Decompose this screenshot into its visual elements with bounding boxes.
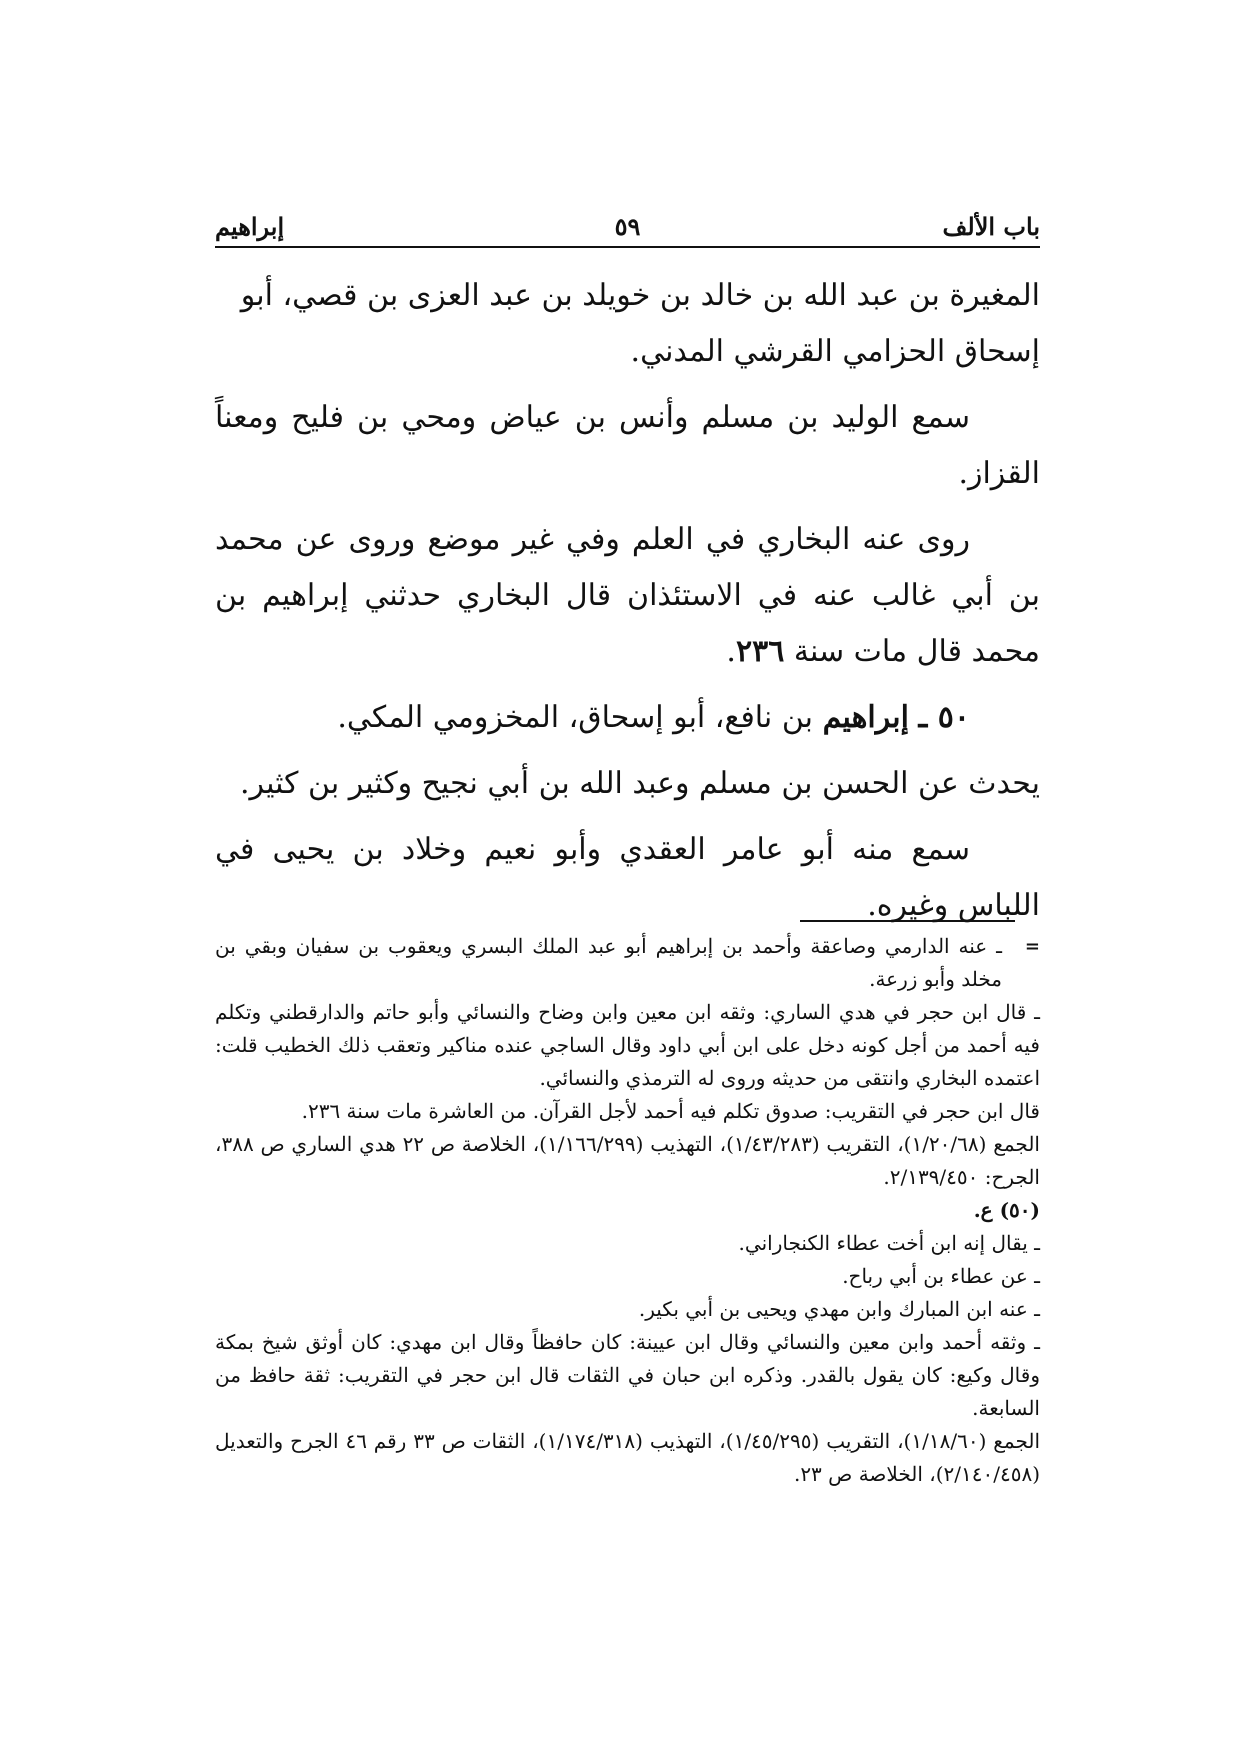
- footnote-students: ـ عنه الدارمي وصاعقة وأحمد بن إبراهيم أبو عبد الملك البسري ويعقوب بن سفيان وبقي بن مخلد وأبو زرعة.: [215, 934, 1002, 991]
- entry-number: ٥٠ ـ: [918, 700, 970, 735]
- header-rule: [215, 246, 1040, 248]
- footnote-students-2: ـ عنه ابن المبارك وابن مهدي ويحيى بن أبي بكير.: [638, 1297, 1040, 1321]
- paragraph-3-end: .: [726, 634, 736, 669]
- footnote-taqrib: قال ابن حجر في التقريب: صدوق تكلم فيه أحمد لأجل القرآن. من العاشرة مات سنة ٢٣٦.: [301, 1099, 1040, 1123]
- paragraph-3-text: روى عنه البخاري في العلم وفي غير موضع وروى عن محمد بن أبي غالب عنه في الاستئذان قال البخاري حدثني إبراهيم بن محمد قال مات سنة: [215, 522, 1040, 669]
- entry-heading-rest: بن نافع، أبو إسحاق، المخزومي المكي.: [337, 700, 814, 735]
- footnote-entry-heading: (٥٠) ع.: [973, 1198, 1040, 1222]
- footnotes: [215, 930, 1040, 1491]
- paragraph-5: يحدث عن الحسن بن مسلم وعبد الله بن أبي نجيح وكثير بن كثير.: [239, 766, 1040, 801]
- footnote-evaluation-2: ـ وثقه أحمد وابن معين والنسائي وقال ابن عيينة: كان حافظاً وقال ابن مهدي: كان أوثق شيخ بمكة وقال وكيع: كان يقول بالقدر. وذكره ابن حبان في الثقات قال ابن حجر في التقريب: ثقة حافظ من السابعة.: [215, 1330, 1040, 1420]
- footnote-lineage: ـ يقال إنه ابن أخت عطاء الكنجاراني.: [738, 1231, 1040, 1255]
- footnote-rule: [800, 920, 1015, 922]
- paragraph-3: [215, 512, 1040, 680]
- footnote-continued: [215, 930, 1040, 996]
- entry-name: إبراهيم: [822, 700, 909, 735]
- footnote-references: الجمع (١/٢٠/٦٨)، التقريب (١/٤٣/٢٨٣)، التهذيب (١/١٦٦/٢٩٩)، الخلاصة ص ٢٢ هدي الساري ص ٣٨٨، الجرح: ٢/١٣٩/٤٥٠.: [215, 1132, 1040, 1189]
- paragraph-2: سمع الوليد بن مسلم وأنس بن عياض ومحي بن فليح ومعناً القزاز.: [215, 400, 1040, 491]
- page-number: ٥٩: [614, 212, 641, 241]
- continuation-marker: =: [1024, 936, 1040, 957]
- footnote-evaluation: ـ قال ابن حجر في هدي الساري: وثقه ابن معين وابن وضاح والنسائي وأبو حاتم والدارقطني وتكلم فيه أحمد من أجل كونه دخل على ابن أبي داود وقال الساجي عنده مناكير وتعقب ذلك الخطيب قلت: اعتمده البخاري وانتقى من حديثه وروى له الترمذي والنسائي.: [215, 1000, 1040, 1090]
- paragraph-1-line-2: إسحاق الحزامي القرشي المدني.: [630, 334, 1040, 369]
- paragraph-6: سمع منه أبو عامر العقدي وأبو نعيم وخلاد بن يحيى في اللباس وغيره.: [215, 832, 1040, 923]
- footnote-teachers: ـ عن عطاء بن أبي رباح.: [842, 1264, 1040, 1288]
- entry-title: إبراهيم: [215, 212, 285, 241]
- chapter-title: باب الألف: [942, 212, 1040, 241]
- paragraph-1-line-1: المغيرة بن عبد الله بن خالد بن خويلد بن عبد العزى بن قصي، أبو: [240, 278, 1040, 313]
- running-header: [215, 208, 1040, 248]
- footnote-references-2: الجمع (١/١٨/٦٠)، التقريب (١/٤٥/٢٩٥)، التهذيب (١/١٧٤/٣١٨)، الثقات ص ٣٣ رقم ٤٦ الجرح والتعديل (٢/١٤٠/٤٥٨)، الخلاصة ص ٢٣.: [215, 1429, 1041, 1486]
- entry-heading: [215, 690, 1040, 746]
- death-year: ٢٣٦: [735, 634, 785, 669]
- main-text: [215, 268, 1040, 944]
- paragraph-1: [215, 268, 1040, 380]
